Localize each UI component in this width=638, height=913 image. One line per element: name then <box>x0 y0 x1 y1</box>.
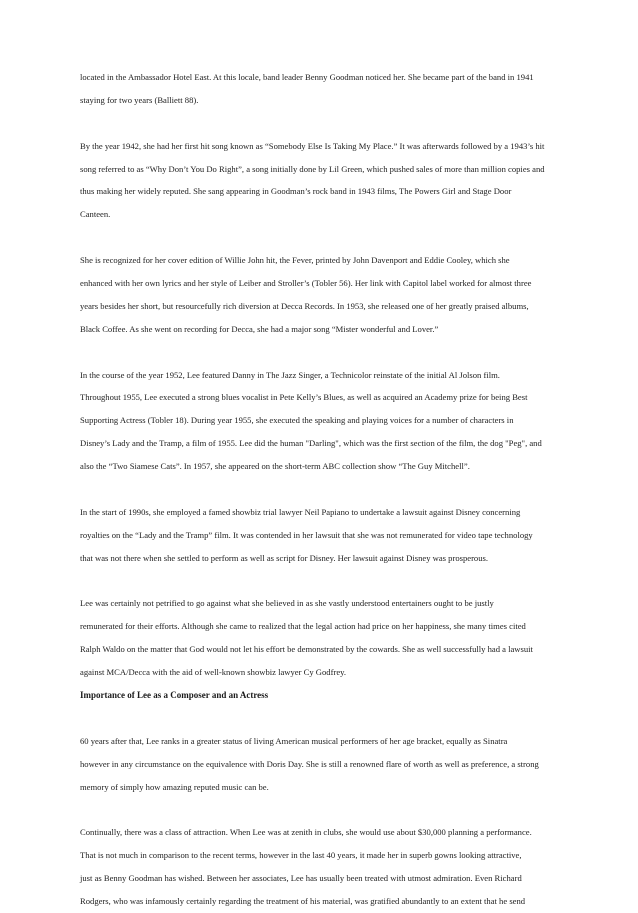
document-page <box>80 66 564 913</box>
text-line: Disney’s Lady and the Tramp, a film of 1955. Lee did the human "Darling", which was the first section of the film, the dog "Peg", and <box>80 438 542 449</box>
text-line: That is not much in comparison to the recent terms, however in the last 40 years, it made her in superb gowns looking attractive, <box>80 850 522 861</box>
section-heading: Importance of Lee as a Composer and an Actress <box>80 690 269 701</box>
text-line: located in the Ambassador Hotel East. At this locale, band leader Benny Goodman noticed her. She became part of the band in 1941 <box>80 72 534 82</box>
text-line: that was not there when she settled to perform as well as script for Disney. Her lawsuit against Disney was prosperous. <box>80 552 489 563</box>
text-line: remunerated for their efforts. Although she came to realized that the legal action had price on her happiness, she many times cited <box>80 621 526 632</box>
text-line: Rodgers, who was infamously certainly regarding the treatment of his material, was gratified abundantly to an extent that he send <box>80 896 526 907</box>
paragraph-gap <box>80 570 564 593</box>
text-line: Black Coffee. As she went on recording for Decca, she had a major song “Mister wonderful and Lover.” <box>80 323 439 334</box>
text-line: Ralph Waldo on the matter that God would not let his effort be demonstrated by the cowards. She as well successfully had a lawsuit <box>80 644 533 655</box>
text-line: song referred to as “Why Don’t You Do Right”, a song initially done by Lil Green, which pushed sales of more than million copies and <box>80 163 545 174</box>
text-line: In the course of the year 1952, Lee featured Danny in The Jazz Singer, a Technicolor reinstate of the initial Al Jolson film. <box>80 369 500 380</box>
text-line: staying for two years (Balliett 88). <box>80 94 199 105</box>
text-line: against MCA/Decca with the aid of well-known showbiz lawyer Cy Godfrey. <box>80 667 347 678</box>
paragraph-5 <box>80 501 564 570</box>
paragraph-gap <box>80 707 564 730</box>
paragraph-gap <box>80 799 564 822</box>
paragraph-1 <box>80 66 564 112</box>
text-line: In the start of 1990s, she employed a famed showbiz trial lawyer Neil Papiano to undertake a lawsuit against Disney concerning <box>80 506 521 517</box>
text-line: Canteen. <box>80 209 111 220</box>
text-line: also the “Two Siamese Cats”. In 1957, she appeared on the short-term ABC collection show “The Guy Mitchell”. <box>80 461 470 472</box>
paragraph-gap <box>80 226 564 249</box>
paragraph-3 <box>80 249 564 341</box>
paragraph-6 <box>80 592 564 684</box>
text-line: Supporting Actress (Tobler 18). During year 1955, she executed the speaking and playing voices for a number of characters in <box>80 415 514 426</box>
paragraph-4 <box>80 364 564 478</box>
text-line: Lee was certainly not petrified to go against what she believed in as she vastly understood entertainers ought to be justly <box>80 598 494 609</box>
text-line: years besides her short, but resourcefully rich diversion at Decca Records. In 1953, she released one of her greatly praised albums, <box>80 300 529 311</box>
paragraph-7 <box>80 730 564 799</box>
paragraph-gap <box>80 478 564 501</box>
text-line: By the year 1942, she had her first hit song known as “Somebody Else Is Taking My Place.” It was afterwards followed by a 1943’s hit <box>80 140 545 151</box>
text-line: memory of simply how amazing reputed music can be. <box>80 781 269 792</box>
paragraph-gap <box>80 112 564 135</box>
text-line: 60 years after that, Lee ranks in a greater status of living American musical performers of her age bracket, equally as Sinatra <box>80 735 508 746</box>
text-line: Continually, there was a class of attraction. When Lee was at zenith in clubs, she would use about $30,000 planning a performance. <box>80 827 532 838</box>
text-line: Throughout 1955, Lee executed a strong blues vocalist in Pete Kelly’s Blues, as well as acquired an Academy prize for being Best <box>80 392 528 403</box>
text-line: enhanced with her own lyrics and her style of Leiber and Stroller’s (Tobler 56). Her link with Capitol label worked for almost three <box>80 278 532 289</box>
text-line: thus making her widely reputed. She sang appearing in Goodman’s rock band in 1943 films, The Powers Girl and Stage Door <box>80 186 512 197</box>
text-line: just as Benny Goodman has wished. Between her associates, Lee has usually been treated with utmost admiration. Even Richard <box>80 873 522 884</box>
paragraph-gap <box>80 341 564 364</box>
text-line: She is recognized for her cover edition of Willie John hit, the Fever, printed by John Davenport and Eddie Cooley, which she <box>80 255 510 266</box>
text-line: however in any circumstance on the equivalence with Doris Day. She is still a renowned flare of worth as well as preference, a strong <box>80 758 539 769</box>
paragraph-8 <box>80 821 564 913</box>
text-line: royalties on the “Lady and the Tramp” film. It was contended in her lawsuit that she was not remunerated for video tape technology <box>80 529 533 540</box>
paragraph-2 <box>80 135 564 227</box>
